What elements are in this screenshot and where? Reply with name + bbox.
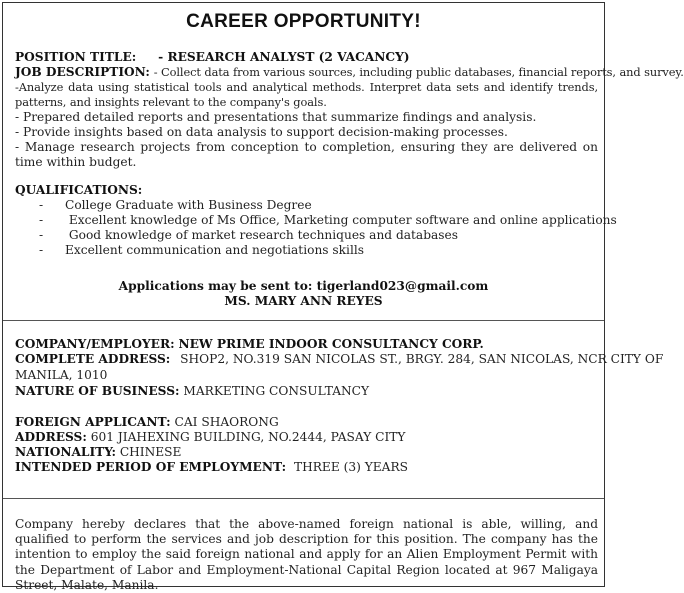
job-advertisement (2, 2, 684, 592)
qualification-item (39, 213, 617, 227)
qualifications-heading (15, 183, 142, 197)
employment-period-label: INTENDED PERIOD OF EMPLOYMENT: (15, 460, 287, 474)
qualification-item (39, 228, 458, 242)
nationality-row (15, 445, 181, 459)
qualification-text: Excellent knowledge of Ms Office, Marketing computer software and online applications (65, 213, 617, 227)
foreign-address-label: ADDRESS: (15, 430, 87, 444)
qualifications-label: QUALIFICATIONS: (15, 183, 143, 197)
company-value: NEW PRIME INDOOR CONSULTANCY CORP. (178, 337, 484, 351)
employer-section (3, 321, 664, 499)
job-description-para-6: - Manage research projects from conception to completion, ensuring they are delivered on time within budget. (15, 140, 598, 169)
applications-line: Applications may be sent to: tigerland023@gmail.com (118, 279, 489, 293)
foreign-address-row (15, 430, 405, 444)
declaration-text: Company hereby declares that the above-named foreign national is able, willing, and qualified to perform the services and job description for this position. The company has the intention to employ the said foreign national and apply for an Alien Employment Permit with the Department of Labor and Employment-National Capital Region located at 967 Maligaya Street, Malate, Manila. (15, 517, 598, 592)
declaration-section (3, 499, 604, 592)
employment-period-value: THREE (3) YEARS (294, 460, 409, 474)
company-row (15, 337, 484, 351)
foreign-applicant-label: FOREIGN APPLICANT: (15, 415, 171, 429)
bullet-dash: - (39, 198, 44, 212)
foreign-address-value: 601 JIAHEXING BUILDING, NO.2444, PASAY CITY (90, 430, 406, 444)
nationality-value: CHINESE (119, 445, 182, 459)
position-row (15, 50, 410, 64)
job-description-line-4: - Prepared detailed reports and presentations that summarize findings and analysis. (15, 110, 537, 124)
company-label: COMPANY/EMPLOYER: (15, 337, 175, 351)
foreign-applicant-row (15, 415, 279, 429)
job-section (3, 3, 684, 321)
qualification-text: Excellent communication and negotiations skills (65, 243, 365, 257)
job-description-row (15, 65, 684, 79)
qualification-item (39, 243, 364, 257)
address-row-2: MANILA, 1010 (15, 368, 108, 382)
business-row (15, 384, 369, 398)
employment-period-row (15, 460, 408, 474)
job-description-para-2: -Analyze data using statistical tools and analytical methods. Interpret data sets and identify trends, patterns, and insights relevant to the company's goals. (15, 80, 598, 109)
page-title: CAREER OPPORTUNITY! (186, 11, 421, 32)
job-description-label: JOB DESCRIPTION: (15, 65, 150, 79)
job-description-line-1: - Collect data from various sources, including public databases, financial reports, and survey. (153, 65, 684, 79)
position-label: POSITION TITLE: (15, 50, 137, 64)
bullet-dash: - (39, 228, 44, 242)
nationality-label: NATIONALITY: (15, 445, 116, 459)
position-value: - RESEARCH ANALYST (2 VACANCY) (158, 50, 410, 64)
job-description-line-5: - Provide insights based on data analysis to support decision-making processes. (15, 125, 508, 139)
address-row (15, 352, 663, 366)
complete-address-value: SHOP2, NO.319 SAN NICOLAS ST., BRGY. 284, SAN NICOLAS, NCR CITY OF (180, 352, 664, 366)
foreign-applicant-value: CAI SHAORONG (174, 415, 279, 429)
bullet-dash: - (39, 213, 44, 227)
qualification-text: College Graduate with Business Degree (65, 198, 312, 212)
business-value: MARKETING CONSULTANCY (183, 384, 370, 398)
business-label: NATURE OF BUSINESS: (15, 384, 180, 398)
bullet-dash: - (39, 243, 44, 257)
qualification-item (39, 198, 312, 212)
complete-address-label: COMPLETE ADDRESS: (15, 352, 171, 366)
contact-name: MS. MARY ANN REYES (224, 294, 383, 308)
qualification-text: Good knowledge of market research techniques and databases (65, 228, 458, 242)
